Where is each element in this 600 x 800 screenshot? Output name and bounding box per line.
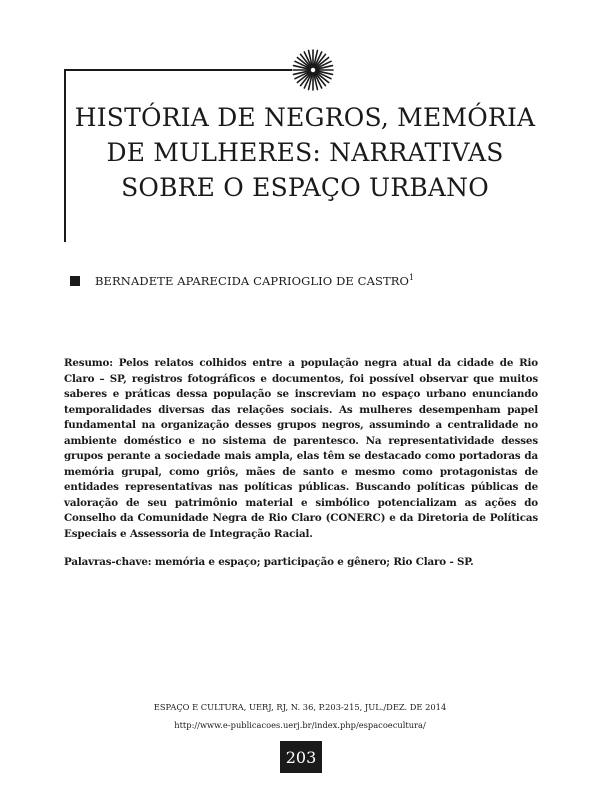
abstract: Resumo: Pelos relatos colhidos entre a população negra atual da cidade de Rio Claro – SP, registros fotográficos e documentos, foi possível observar que muitos saberes e práticas dessa população se inscreviam no espaço urbano enunciando temporalidades diversas das relações sociais. As mulheres desempenham papel fundamental na organização desses grupos negros, assumindo a centralidade no ambiente doméstico e no sistema de parentesco. Na representatividade desses grupos perante a sociedade mais ampla, elas têm se destacado como portadoras da memória grupal, como griôs, mães de santo e mesmo como protagonistas de entidades representativas nas políticas públicas. Buscando políticas públicas de valoração de seu patrimônio material e simbólico potencializam as ações do Conselho da Comunidade Negra de Rio Claro (CONERC) e da Diretoria de Políticas Especiais e Assessoria de Integração Racial. (64, 357, 538, 540)
page-number: 203 (280, 741, 322, 773)
square-bullet-icon (70, 276, 80, 286)
article-title (70, 100, 540, 205)
title-frame-top-rule (64, 69, 292, 71)
title-frame-left-rule (64, 69, 66, 242)
journal-url[interactable]: http://www.e-publicacoes.uerj.br/index.php/espacoecultura/ (174, 720, 426, 730)
author-footnote-marker: 1 (409, 273, 415, 283)
article-title-line: SOBRE O ESPAÇO URBANO (121, 173, 489, 202)
keywords: Palavras-chave: memória e espaço; participação e gênero; Rio Claro - SP. (64, 556, 474, 568)
author-name-text: BERNADETE APARECIDA CAPRIOGLIO DE CASTRO (95, 274, 410, 288)
article-title-line: DE MULHERES: NARRATIVAS (106, 138, 504, 167)
author-row (70, 271, 414, 291)
journal-citation: ESPAÇO E CULTURA, UERJ, RJ, N. 36, P.203-215, JUL./DEZ. DE 2014 (153, 702, 447, 712)
sunburst-icon (291, 48, 335, 92)
author-name (95, 274, 414, 288)
article-title-line: HISTÓRIA DE NEGROS, MEMÓRIA (74, 103, 536, 132)
